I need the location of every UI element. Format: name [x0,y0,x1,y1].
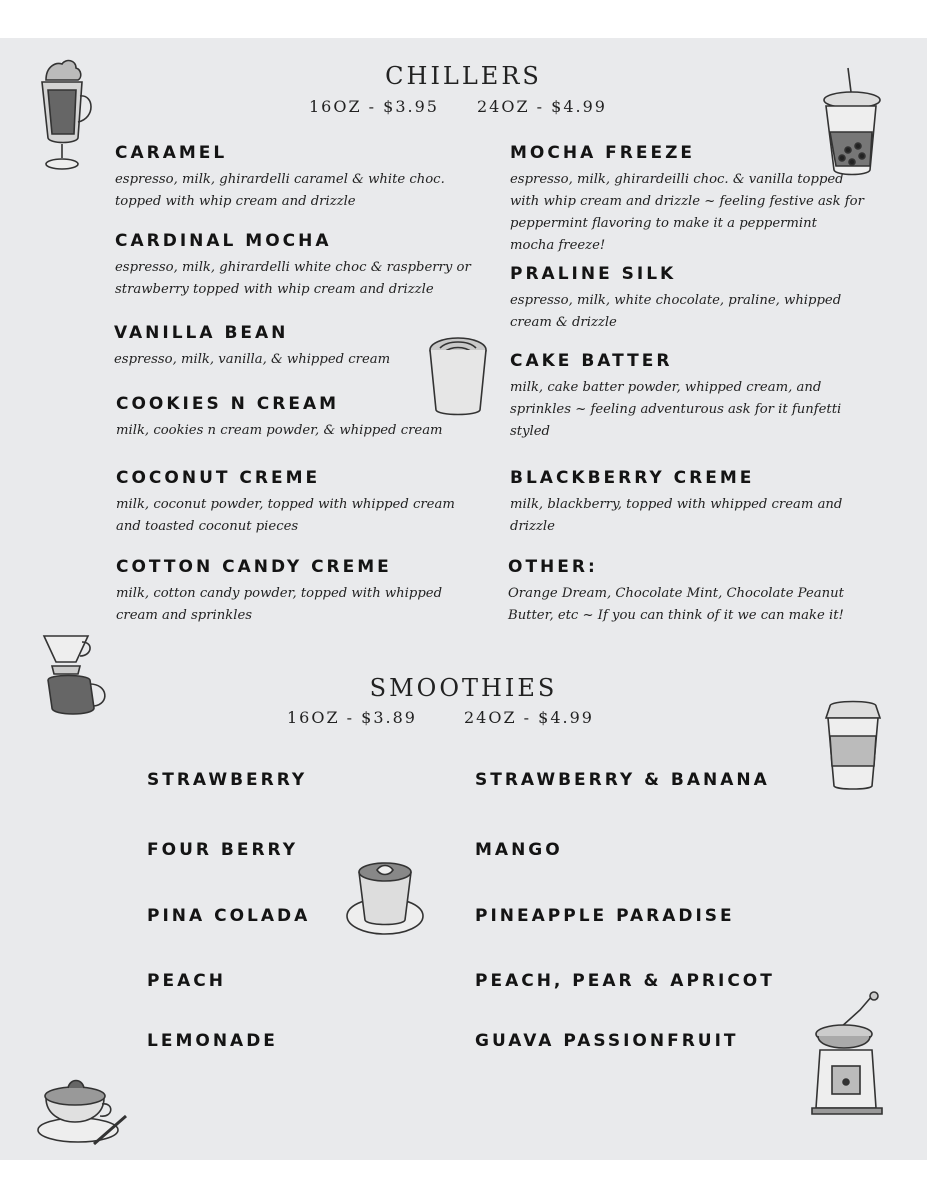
chiller-item-cookies-n-cream [116,394,476,442]
chiller-item-coconut-creme [116,468,476,538]
chiller-item-caramel [115,143,475,213]
item-name: COCONUT CREME [116,468,321,488]
takeaway-cup-icon [822,700,884,792]
item-description: espresso, milk, ghirardelli white choc & raspberry or strawberry topped with whip cream and drizzle [115,260,471,297]
smoothies-price-16oz: 16OZ - $3.89 [287,708,417,727]
item-description: espresso, milk, ghirardeilli choc. & vanilla topped with whip cream and drizzle ~ feeling festive ask for peppermint flavoring to make it a peppermint mocha freeze! [510,172,864,253]
chillers-price-16oz: 16OZ - $3.95 [309,97,439,116]
item-description: milk, coconut powder, topped with whipped cream and toasted coconut pieces [116,497,455,534]
item-description: milk, cotton candy powder, topped with whipped cream and sprinkles [116,586,443,623]
item-description: espresso, milk, white chocolate, praline, whipped cream & drizzle [510,293,842,330]
chiller-item-praline-silk [510,264,865,334]
item-description: milk, cookies n cream powder, & whipped cream [116,423,443,438]
smoothies-price-24oz: 24OZ - $4.99 [464,708,594,727]
smoothie-item: PEACH, PEAR & APRICOT [475,971,775,991]
smoothie-item: STRAWBERRY & BANANA [475,770,770,790]
coffee-cup-saucer-icon [34,1074,130,1146]
item-description: milk, blackberry, topped with whipped cream and drizzle [510,497,843,534]
item-description: espresso, milk, vanilla, & whipped cream [114,352,391,367]
smoothie-item: LEMONADE [147,1031,278,1051]
item-description: milk, cake batter powder, whipped cream, and sprinkles ~ feeling adventurous ask for it funfetti styled [510,380,842,439]
item-name: COOKIES N CREAM [116,394,340,414]
item-name: CARDINAL MOCHA [115,231,332,251]
smoothie-item: PEACH [147,971,226,991]
chiller-item-cardinal-mocha [115,231,475,301]
smoothie-item: PINEAPPLE PARADISE [475,906,735,926]
chillers-title: CHILLERS [385,62,542,90]
chiller-item-other [508,557,863,627]
item-name: COTTON CANDY CREME [116,557,392,577]
item-name: BLACKBERRY CREME [510,468,755,488]
irish-coffee-glass-icon [32,58,98,176]
latte-cup-icon [426,334,490,418]
item-name: CARAMEL [115,143,228,163]
boba-cup-icon [818,66,884,178]
smoothies-title: SMOOTHIES [369,674,558,702]
coffee-grinder-icon [810,990,900,1118]
chiller-item-vanilla-bean [114,323,474,371]
item-name: CAKE BATTER [510,351,673,371]
chillers-price-24oz: 24OZ - $4.99 [477,97,607,116]
smoothie-item: MANGO [475,840,563,860]
item-name: MOCHA FREEZE [510,143,696,163]
pour-over-icon [38,632,114,720]
item-name: PRALINE SILK [510,264,677,284]
smoothie-item: PINA COLADA [147,906,311,926]
smoothie-item: GUAVA PASSIONFRUIT [475,1031,739,1051]
chiller-item-blackberry-creme [510,468,865,538]
chiller-item-mocha-freeze [510,143,865,257]
item-name: OTHER: [508,557,598,577]
smoothie-item: STRAWBERRY [147,770,308,790]
item-description: Orange Dream, Chocolate Mint, Chocolate Peanut Butter, etc ~ If you can think of it we can make it! [508,586,844,623]
item-name: VANILLA BEAN [114,323,289,343]
cappuccino-icon [345,858,425,938]
item-description: espresso, milk, ghirardelli caramel & white choc. topped with whip cream and drizzle [115,172,445,209]
smoothie-item: FOUR BERRY [147,840,299,860]
chiller-item-cake-batter [510,351,850,443]
chiller-item-cotton-candy-creme [116,557,476,627]
